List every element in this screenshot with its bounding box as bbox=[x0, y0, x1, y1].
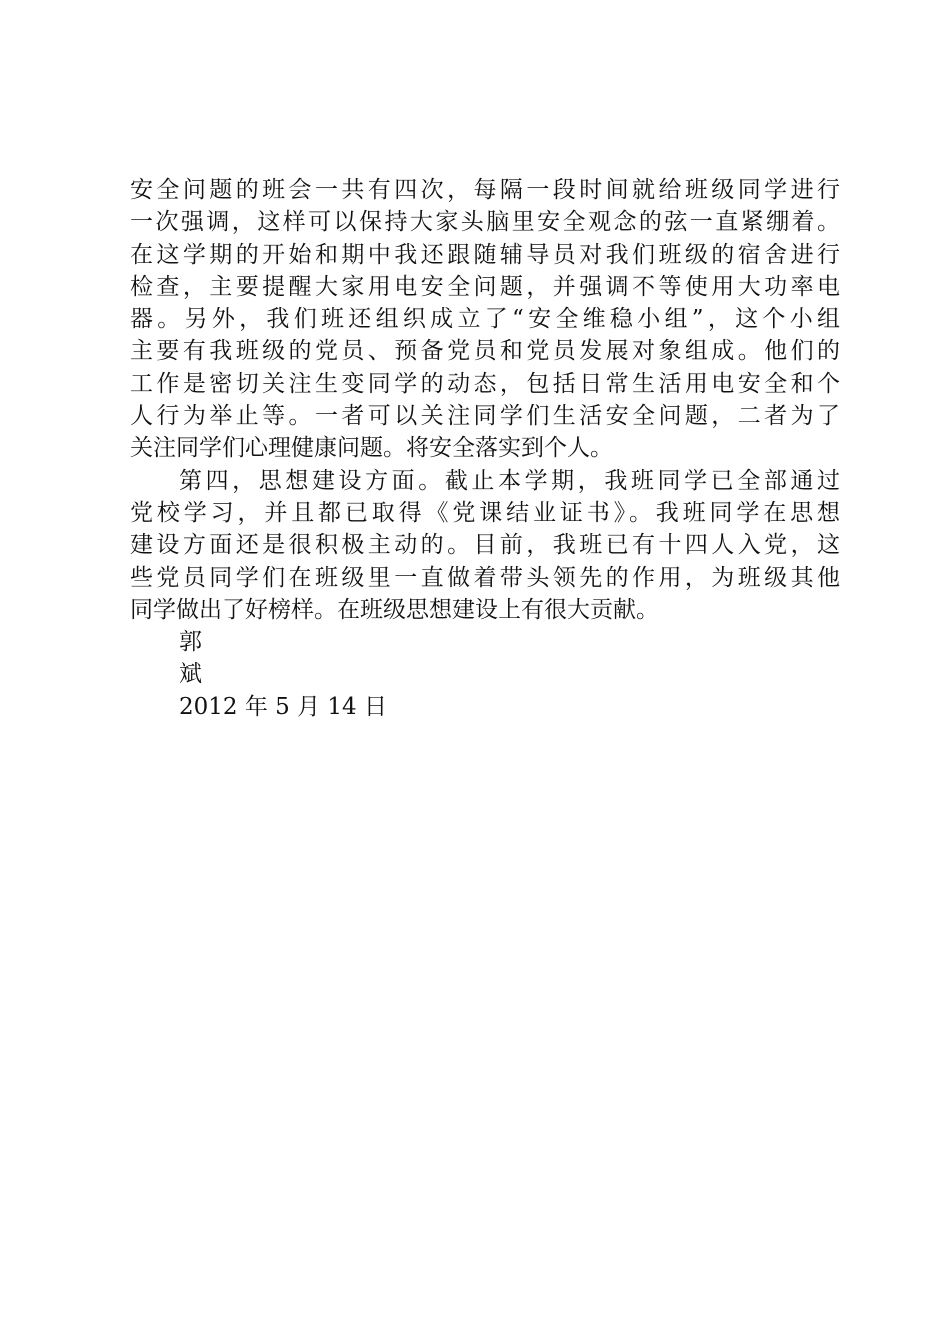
text-line: 建设方面还是很积极主动的。目前，我班已有十四人入党，这 bbox=[130, 532, 840, 559]
paragraph-continued bbox=[130, 174, 840, 465]
signature-name-part1: 郭 bbox=[179, 629, 202, 656]
paragraph-fourth bbox=[130, 465, 840, 626]
text-line: 安全问题的班会一共有四次，每隔一段时间就给班级同学进行 bbox=[130, 177, 840, 203]
text-line: 检查，主要提醒大家用电安全问题，并强调不等使用大功率电 bbox=[130, 273, 840, 300]
text-line: 些党员同学们在班级里一直做着带头领先的作用，为班级其他 bbox=[130, 564, 840, 591]
text-line: 党校学习，并且都已取得《党课结业证书》。我班同学在思想 bbox=[130, 499, 840, 526]
text-line: 人行为举止等。一者可以关注同学们生活安全问题，二者为了 bbox=[130, 403, 840, 430]
signature-name-part2: 斌 bbox=[179, 661, 202, 688]
text-line: 器。另外，我们班还组织成立了“安全维稳小组”，这个小组 bbox=[130, 306, 840, 333]
text-line: 在这学期的开始和期中我还跟随辅导员对我们班级的宿舍进行 bbox=[130, 241, 840, 268]
signature-date: 2012 年 5 月 14 日 bbox=[179, 693, 387, 720]
signature-block bbox=[130, 626, 840, 723]
text-line: 关注同学们心理健康问题。将安全落实到个人。 bbox=[130, 435, 613, 462]
text-line: 工作是密切关注生变同学的动态，包括日常生活用电安全和个 bbox=[130, 370, 840, 397]
document-body bbox=[130, 174, 840, 723]
text-line: 同学做出了好榜样。在班级思想建设上有很大贡献。 bbox=[130, 596, 659, 623]
text-line: 主要有我班级的党员、预备党员和党员发展对象组成。他们的 bbox=[130, 338, 840, 365]
text-line: 一次强调，这样可以保持大家头脑里安全观念的弦一直紧绷着。 bbox=[130, 209, 840, 236]
text-line: 第四，思想建设方面。截止本学期，我班同学已全部通过 bbox=[179, 467, 840, 494]
